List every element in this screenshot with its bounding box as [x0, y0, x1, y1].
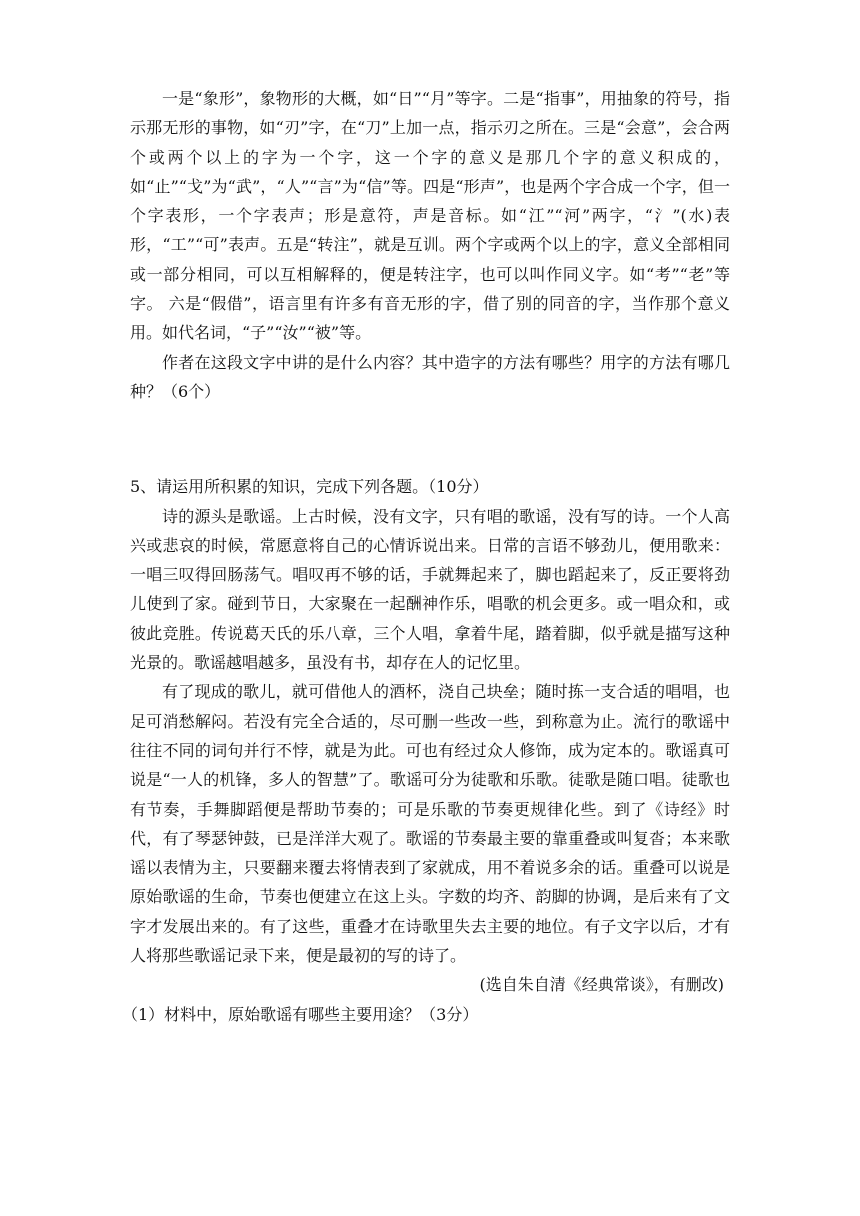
passage-paragraph-character-formation: 一是“象形”，象物形的大概，如“日”“月”等字。二是“指事”，用抽象的符号，指示那无形的事物，如“刃”字，在“刀”上加一点，指示刃之所在。三是“会意”，会合两个或两个以上的字为一个字，这一个字的意义是那几个字的意义积成的，如“止”“戈”为“武”，“人”“言”为“信”等。四是“形声”，也是两个字合成一个字，但一个字表形，一个字表声；形是意符，声是音标。如“江”“河”两字，“氵”(水)表形，“工”“可”表声。五是“转注”，就是互训。两个字或两个以上的字，意义全部相同或一部分相同，可以互相解释的，便是转注字，也可以叫作同义字。如“考”“老”等字。 六是“假借”，语言里有许多有音无形的字，借了别的同音的字，当作那个意义用。如代名词，“子”“汝”“被”等。 — [130, 89, 730, 343]
document-page — [122, 84, 730, 1029]
passage-paragraph-songs-2: 有了现成的歌儿，就可借他人的酒杯，浇自己块垒；随时拣一支合适的唱唱，也足可消愁解闷。若没有完全合适的，尽可删一些改一些，到称意为止。流行的歌谣中往往不同的词句并行不悖，就是为此。可也有经过众人修饰，成为定本的。歌谣真可说是“一人的机锋，多人的智慧”了。歌谣可分为徒歌和乐歌。徒歌是随口唱。徒歌也有节奏，手舞脚蹈便是帮助节奏的；可是乐歌的节奏更规律化些。到了《诗经》时代，有了琴瑟钟鼓，已是洋洋大观了。歌谣的节奏最主要的靠重叠或叫复沓；本来歌谣以表情为主，只要翻来覆去将情表到了家就成，用不着说多余的话。重叠可以说是原始歌谣的生命，节奏也便建立在这上头。字数的均齐、韵脚的协调，是后来有了文字才发展出来的。有了这些，重叠才在诗歌里失去主要的地位。有子文字以后，才有人将那些歌谣记录下来，便是最初的写的诗了。 — [130, 682, 730, 966]
section-5-heading: 5、请运用所积累的知识，完成下列各题。（10分） — [130, 477, 489, 497]
passage-paragraph-songs-1: 诗的源头是歌谣。上古时候，没有文字，只有唱的歌谣，没有写的诗。一个人高兴或悲哀的时候，常愿意将自己的心情诉说出来。日常的言语不够劲儿，便用歌来：一唱三叹得回肠荡气。唱叹再不够的话，手就舞起来了，脚也蹈起来了，反正要将劲儿使到了家。碰到节日，大家聚在一起酬神作乐，唱歌的机会更多。或一唱众和，或彼此竞胜。传说葛天氏的乐八章，三个人唱，拿着牛尾，踏着脚，似乎就是描写这种光景的。歌谣越唱越多，虽没有书，却存在人的记忆里。 — [130, 506, 730, 673]
answer-space — [130, 406, 730, 472]
source-citation: (选自朱自清《经典常谈》，有删改) — [479, 975, 724, 995]
question-paragraph: 作者在这段文字中讲的是什么内容？其中造字的方法有哪些？用字的方法有哪几种？（6个） — [130, 352, 730, 401]
sub-question-1: （1）材料中，原始歌谣有哪些主要用途？（3分） — [122, 1004, 479, 1024]
